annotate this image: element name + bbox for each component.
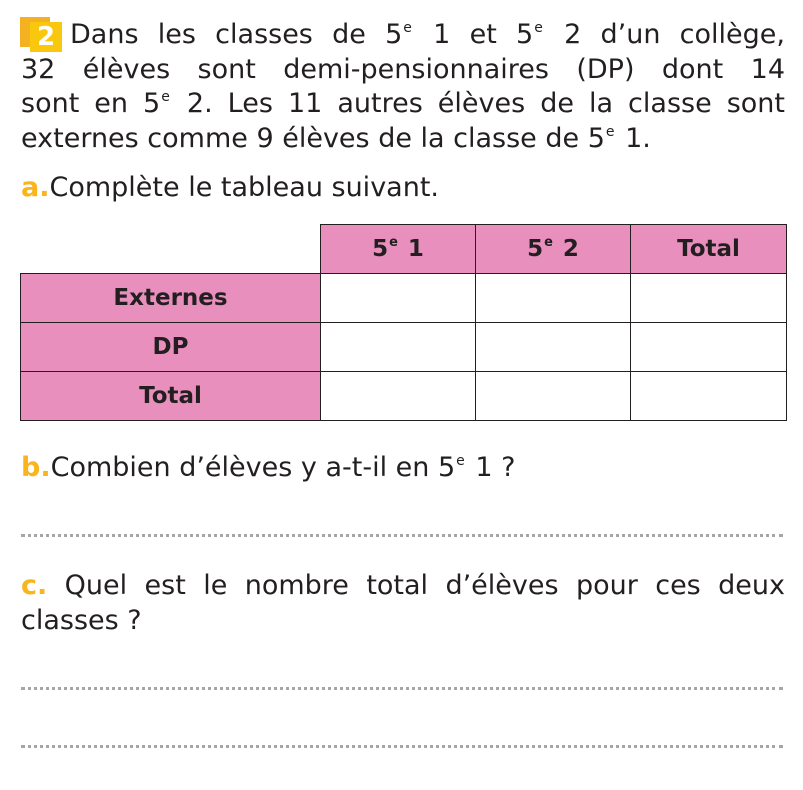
answer-line-c-2[interactable] <box>21 745 783 748</box>
answer-cell[interactable] <box>476 372 631 421</box>
question-letter-b: b. <box>21 452 51 483</box>
question-a-text: Complète le tableau suivant. <box>49 172 439 203</box>
answer-cell[interactable] <box>631 274 787 323</box>
statement-line-3: sont en 5e 2. Les 11 autres élèves de la classe sont <box>21 88 785 119</box>
answer-cell[interactable] <box>631 372 787 421</box>
question-letter-c: c. <box>21 570 48 601</box>
answer-cell[interactable] <box>321 323 476 372</box>
row-header-total: Total <box>21 372 321 421</box>
answer-cell[interactable] <box>321 274 476 323</box>
table-corner-cell <box>21 225 321 274</box>
statement-line-2: 32 élèves sont demi-pensionnaires (DP) dont 14 <box>21 53 785 85</box>
answer-cell[interactable] <box>476 323 631 372</box>
question-a <box>21 171 439 206</box>
answer-cell[interactable] <box>476 274 631 323</box>
data-table <box>20 224 787 421</box>
col-header-5e2: 5e 2 <box>476 225 631 274</box>
table-header-row <box>21 225 787 274</box>
answer-cell[interactable] <box>631 323 787 372</box>
question-b: b.Combien d’élèves y a-t-il en 5e 1 ? <box>21 452 516 483</box>
table-row <box>21 323 787 372</box>
col-header-total: Total <box>631 225 787 274</box>
answer-cell[interactable] <box>321 372 476 421</box>
table-row <box>21 274 787 323</box>
answer-line-c-1[interactable] <box>21 687 783 690</box>
question-c-line-1: c. Quel est le nombre total d’élèves pour ces deux <box>21 570 785 601</box>
col-header-5e1: 5e 1 <box>321 225 476 274</box>
question-letter-a: a. <box>21 172 50 203</box>
exercise-number: 2 <box>30 22 62 52</box>
statement-line-4: externes comme 9 élèves de la classe de 5e 1. <box>21 122 651 154</box>
question-c-line-2: classes ? <box>21 604 142 636</box>
question-c <box>21 569 785 638</box>
statement-line-1: Dans les classes de 5e 1 et 5e 2 d’un collège, <box>70 19 785 50</box>
answer-line-b[interactable] <box>21 534 783 537</box>
row-header-dp: DP <box>21 323 321 372</box>
table-row <box>21 372 787 421</box>
row-header-externes: Externes <box>21 274 321 323</box>
exercise-statement <box>21 18 785 156</box>
